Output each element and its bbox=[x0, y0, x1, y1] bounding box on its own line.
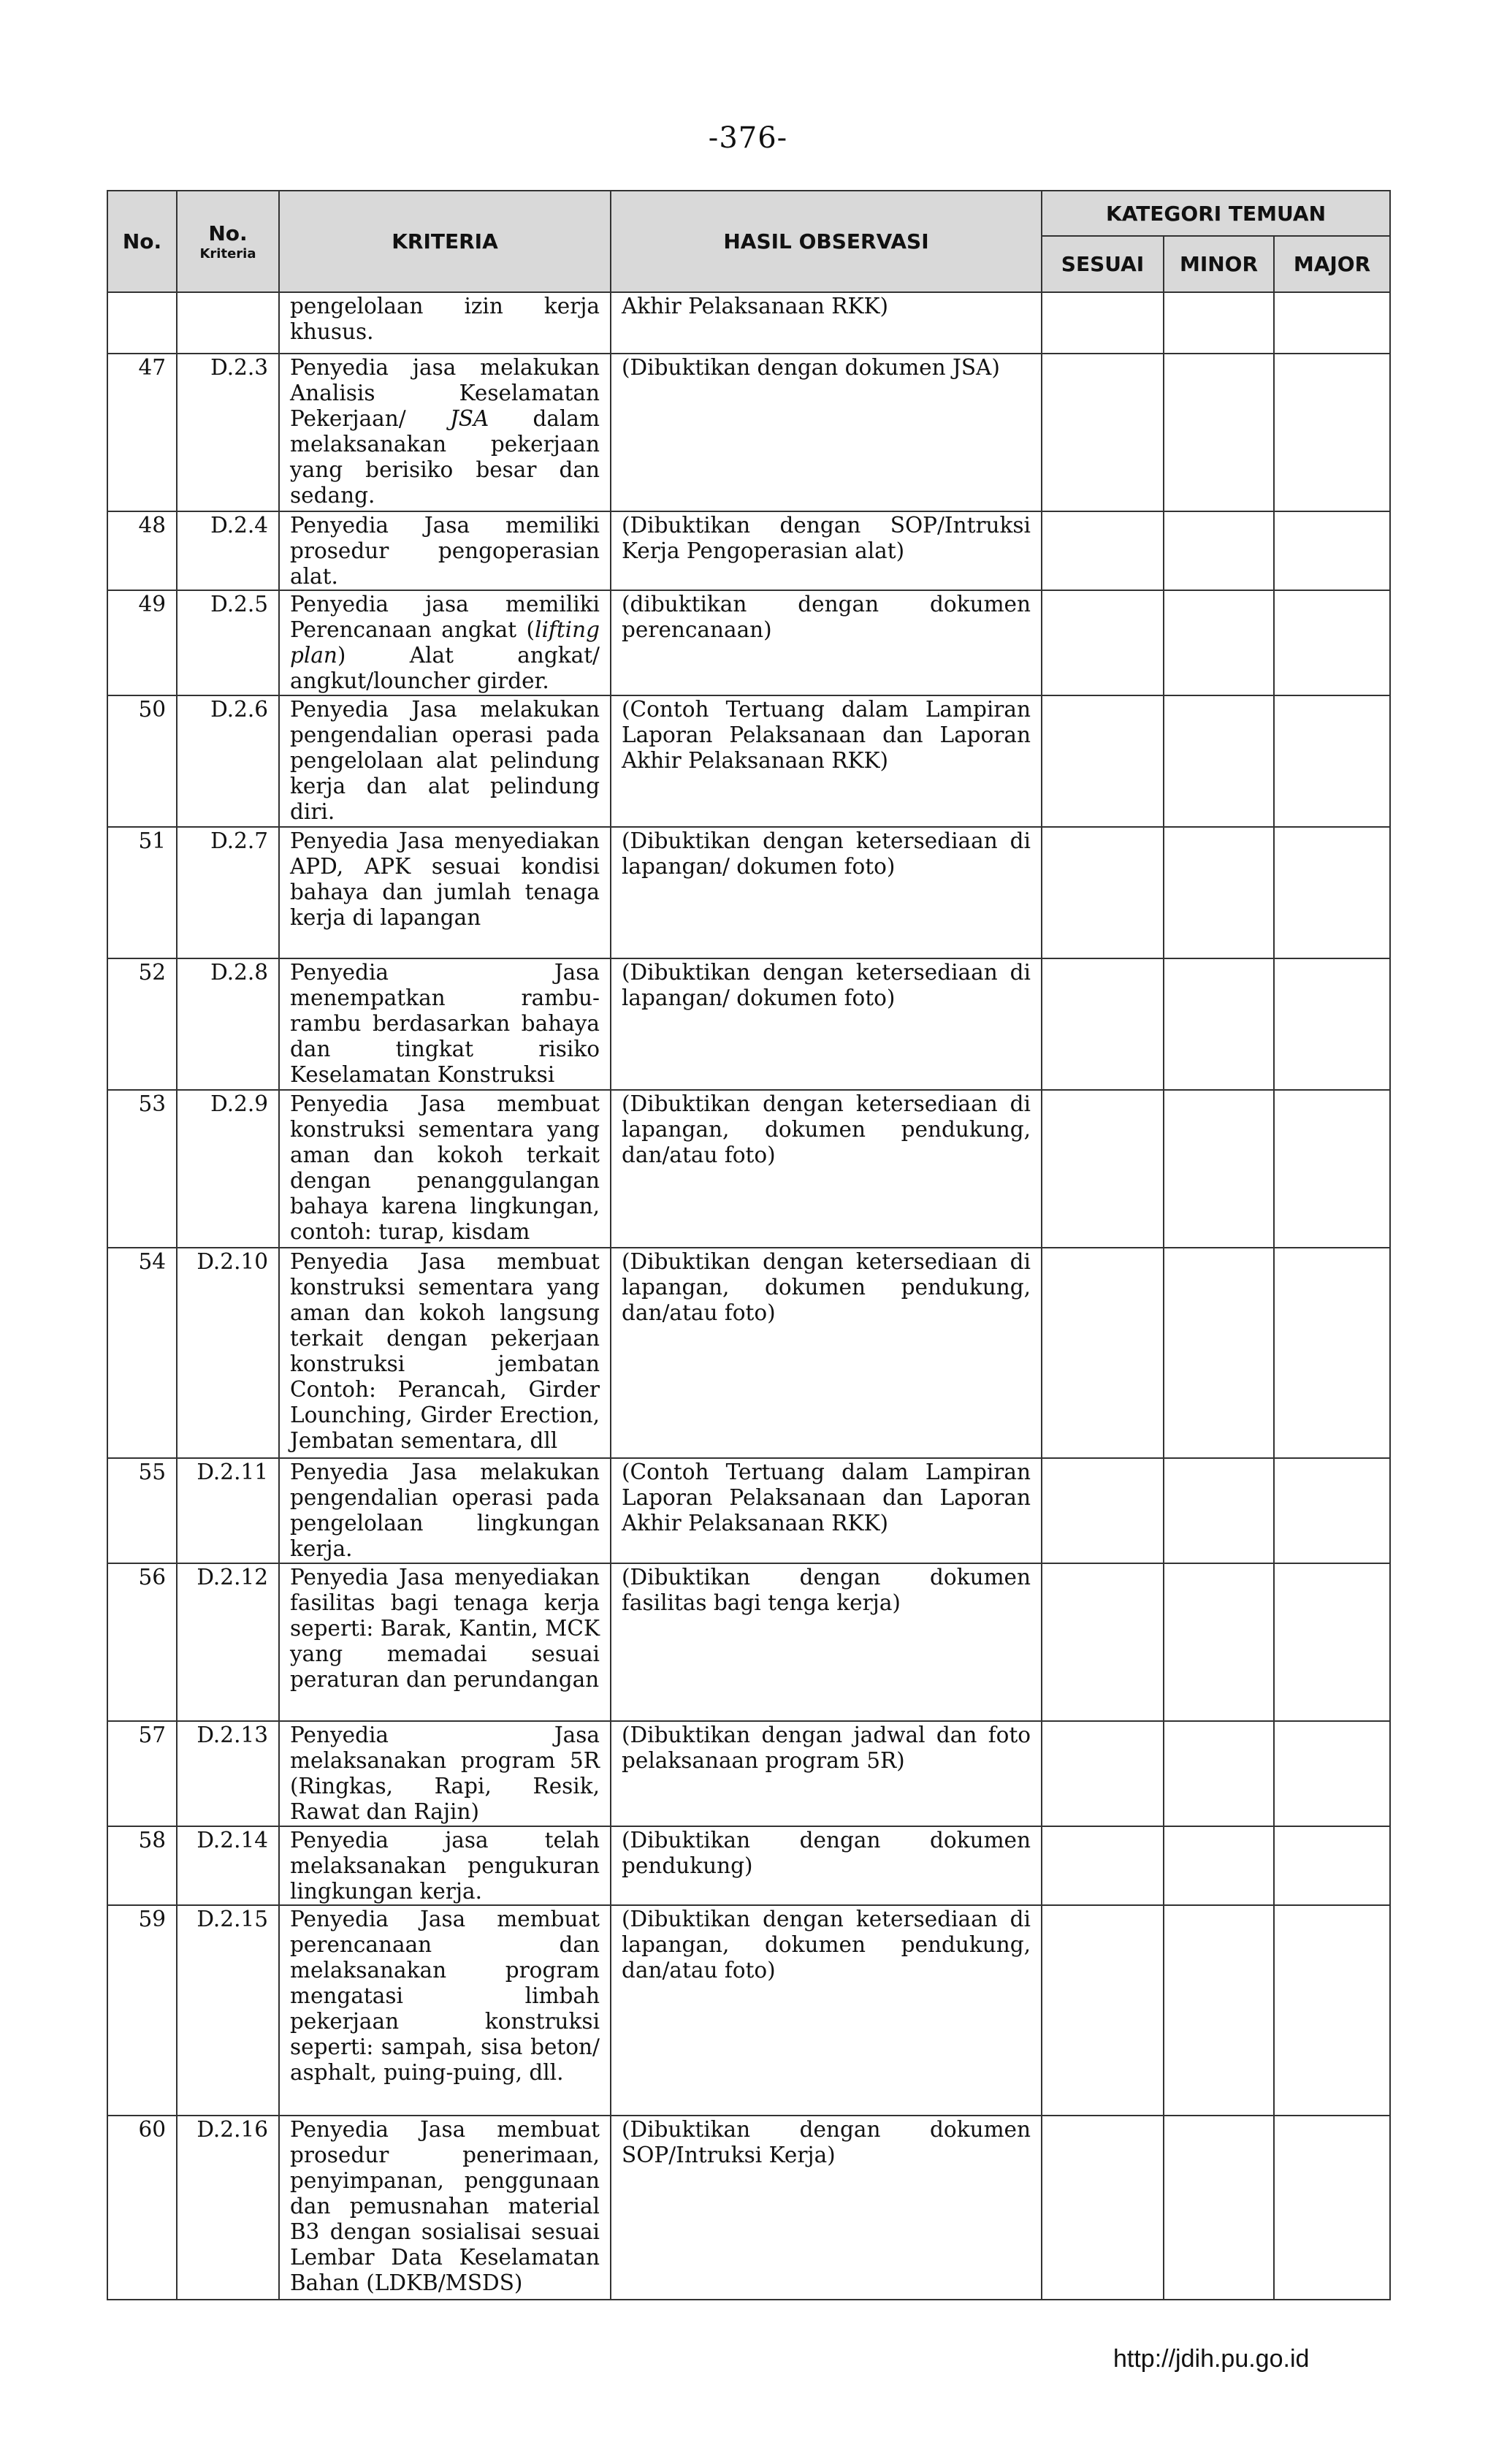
table-header-row bbox=[107, 191, 1390, 236]
minor-cell bbox=[1164, 292, 1274, 354]
criteria-code: D.2.5 bbox=[177, 590, 279, 695]
major-cell bbox=[1274, 590, 1390, 695]
criteria-table bbox=[107, 190, 1391, 2300]
major-cell bbox=[1274, 1721, 1390, 1826]
row-number: 52 bbox=[107, 958, 177, 1090]
row-number: 57 bbox=[107, 1721, 177, 1826]
row-number bbox=[107, 292, 177, 354]
observation-text: (dibuktikan dengan dokumen perencanaan) bbox=[611, 590, 1042, 695]
major-cell bbox=[1274, 292, 1390, 354]
table-row bbox=[107, 1248, 1390, 1458]
major-cell bbox=[1274, 827, 1390, 958]
table-row bbox=[107, 1721, 1390, 1826]
table-row bbox=[107, 511, 1390, 590]
row-number: 58 bbox=[107, 1826, 177, 1905]
major-cell bbox=[1274, 1905, 1390, 2116]
criteria-code: D.2.9 bbox=[177, 1090, 279, 1248]
minor-cell bbox=[1164, 958, 1274, 1090]
row-number: 55 bbox=[107, 1458, 177, 1563]
row-number: 56 bbox=[107, 1563, 177, 1721]
minor-cell bbox=[1164, 590, 1274, 695]
criteria-code: D.2.8 bbox=[177, 958, 279, 1090]
sesuai-cell bbox=[1042, 590, 1164, 695]
sesuai-cell bbox=[1042, 1563, 1164, 1721]
row-number: 47 bbox=[107, 354, 177, 511]
table-row bbox=[107, 2116, 1390, 2300]
criteria-code: D.2.6 bbox=[177, 695, 279, 827]
criteria-code: D.2.16 bbox=[177, 2116, 279, 2300]
table-row bbox=[107, 292, 1390, 354]
criteria-text: Penyedia Jasa menempatkan rambu-rambu berdasarkan bahaya dan tingkat risiko Keselamatan Konstruksi bbox=[279, 958, 611, 1090]
minor-cell bbox=[1164, 1248, 1274, 1458]
table-row bbox=[107, 695, 1390, 827]
criteria-code bbox=[177, 292, 279, 354]
footer-url: http://jdih.pu.go.id bbox=[1113, 2345, 1310, 2373]
criteria-text: pengelolaan izin kerja khusus. bbox=[279, 292, 611, 354]
row-number: 50 bbox=[107, 695, 177, 827]
header-no-kriteria: No. Kriteria bbox=[177, 191, 279, 292]
table-row bbox=[107, 1905, 1390, 2116]
major-cell bbox=[1274, 1248, 1390, 1458]
sesuai-cell bbox=[1042, 1458, 1164, 1563]
observation-text: (Contoh Tertuang dalam Lampiran Laporan Pelaksanaan dan Laporan Akhir Pelaksanaan RKK) bbox=[611, 1458, 1042, 1563]
criteria-text: Penyedia Jasa melakukan pengendalian operasi pada pengelolaan lingkungan kerja. bbox=[279, 1458, 611, 1563]
criteria-text: Penyedia Jasa menyediakan APD, APK sesuai kondisi bahaya dan jumlah tenaga kerja di lapangan bbox=[279, 827, 611, 958]
criteria-code: D.2.14 bbox=[177, 1826, 279, 1905]
sesuai-cell bbox=[1042, 827, 1164, 958]
table-row bbox=[107, 1563, 1390, 1721]
observation-text: (Dibuktikan dengan ketersediaan di lapangan, dokumen pendukung, dan/atau foto) bbox=[611, 1905, 1042, 2116]
criteria-text: Penyedia Jasa memiliki prosedur pengoperasian alat. bbox=[279, 511, 611, 590]
minor-cell bbox=[1164, 1563, 1274, 1721]
observation-text: (Dibuktikan dengan dokumen pendukung) bbox=[611, 1826, 1042, 1905]
header-kriteria: KRITERIA bbox=[279, 191, 611, 292]
criteria-text: Penyedia Jasa membuat konstruksi sementara yang aman dan kokoh langsung terkait dengan pekerjaan konstruksi jembatan Contoh: Perancah, Girder Lounching, Girder Erection, Jembatan sementara, dll bbox=[279, 1248, 611, 1458]
criteria-text: Penyedia Jasa membuat prosedur penerimaan, penyimpanan, penggunaan dan pemusnahan material B3 dengan sosialisai sesuai Lembar Data Keselamatan Bahan (LDKB/MSDS) bbox=[279, 2116, 611, 2300]
minor-cell bbox=[1164, 2116, 1274, 2300]
criteria-text: Penyedia Jasa melakukan pengendalian operasi pada pengelolaan alat pelindung kerja dan alat pelindung diri. bbox=[279, 695, 611, 827]
major-cell bbox=[1274, 354, 1390, 511]
criteria-text: Penyedia Jasa membuat perencanaan dan melaksanakan program mengatasi limbah pekerjaan konstruksi seperti: sampah, sisa beton/ asphalt, puing-puing, dll. bbox=[279, 1905, 611, 2116]
minor-cell bbox=[1164, 1905, 1274, 2116]
observation-text: (Contoh Tertuang dalam Lampiran Laporan Pelaksanaan dan Laporan Akhir Pelaksanaan RKK) bbox=[611, 695, 1042, 827]
criteria-text: Penyedia jasa memiliki Perencanaan angkat (lifting plan) Alat angkat/ angkut/louncher girder. bbox=[279, 590, 611, 695]
criteria-code: D.2.13 bbox=[177, 1721, 279, 1826]
observation-text: (Dibuktikan dengan SOP/Intruksi Kerja Pengoperasian alat) bbox=[611, 511, 1042, 590]
table-body bbox=[107, 292, 1390, 2300]
table-row bbox=[107, 354, 1390, 511]
criteria-code: D.2.15 bbox=[177, 1905, 279, 2116]
criteria-code: D.2.12 bbox=[177, 1563, 279, 1721]
table-row bbox=[107, 1826, 1390, 1905]
sesuai-cell bbox=[1042, 1721, 1164, 1826]
minor-cell bbox=[1164, 1090, 1274, 1248]
observation-text: (Dibuktikan dengan ketersediaan di lapangan/ dokumen foto) bbox=[611, 827, 1042, 958]
header-major: MAJOR bbox=[1274, 236, 1390, 292]
minor-cell bbox=[1164, 1721, 1274, 1826]
criteria-code: D.2.4 bbox=[177, 511, 279, 590]
page-number: -376- bbox=[708, 121, 788, 155]
criteria-code: D.2.11 bbox=[177, 1458, 279, 1563]
table-row bbox=[107, 827, 1390, 958]
row-number: 48 bbox=[107, 511, 177, 590]
criteria-code: D.2.3 bbox=[177, 354, 279, 511]
sesuai-cell bbox=[1042, 511, 1164, 590]
criteria-text: Penyedia Jasa melaksanakan program 5R (Ringkas, Rapi, Resik, Rawat dan Rajin) bbox=[279, 1721, 611, 1826]
minor-cell bbox=[1164, 1826, 1274, 1905]
observation-text: (Dibuktikan dengan dokumen JSA) bbox=[611, 354, 1042, 511]
minor-cell bbox=[1164, 1458, 1274, 1563]
table-row bbox=[107, 1090, 1390, 1248]
sesuai-cell bbox=[1042, 958, 1164, 1090]
observation-text: (Dibuktikan dengan ketersediaan di lapangan, dokumen pendukung, dan/atau foto) bbox=[611, 1090, 1042, 1248]
observation-text: (Dibuktikan dengan dokumen SOP/Intruksi Kerja) bbox=[611, 2116, 1042, 2300]
sesuai-cell bbox=[1042, 292, 1164, 354]
major-cell bbox=[1274, 958, 1390, 1090]
row-number: 60 bbox=[107, 2116, 177, 2300]
sesuai-cell bbox=[1042, 354, 1164, 511]
major-cell bbox=[1274, 1826, 1390, 1905]
observation-text: (Dibuktikan dengan ketersediaan di lapangan/ dokumen foto) bbox=[611, 958, 1042, 1090]
observation-text: Akhir Pelaksanaan RKK) bbox=[611, 292, 1042, 354]
criteria-code: D.2.7 bbox=[177, 827, 279, 958]
major-cell bbox=[1274, 695, 1390, 827]
major-cell bbox=[1274, 1563, 1390, 1721]
minor-cell bbox=[1164, 827, 1274, 958]
table-row bbox=[107, 958, 1390, 1090]
sesuai-cell bbox=[1042, 1248, 1164, 1458]
observation-text: (Dibuktikan dengan jadwal dan foto pelaksanaan program 5R) bbox=[611, 1721, 1042, 1826]
header-sesuai: SESUAI bbox=[1042, 236, 1164, 292]
sesuai-cell bbox=[1042, 2116, 1164, 2300]
table-row bbox=[107, 1458, 1390, 1563]
criteria-code: D.2.10 bbox=[177, 1248, 279, 1458]
major-cell bbox=[1274, 2116, 1390, 2300]
major-cell bbox=[1274, 511, 1390, 590]
sesuai-cell bbox=[1042, 1905, 1164, 2116]
major-cell bbox=[1274, 1458, 1390, 1563]
row-number: 59 bbox=[107, 1905, 177, 2116]
row-number: 49 bbox=[107, 590, 177, 695]
header-kategori-temuan: KATEGORI TEMUAN bbox=[1042, 191, 1390, 236]
criteria-text: Penyedia Jasa menyediakan fasilitas bagi tenaga kerja seperti: Barak, Kantin, MCK yang memadai sesuai peraturan dan perundangan bbox=[279, 1563, 611, 1721]
minor-cell bbox=[1164, 354, 1274, 511]
sesuai-cell bbox=[1042, 1090, 1164, 1248]
header-minor: MINOR bbox=[1164, 236, 1274, 292]
observation-text: (Dibuktikan dengan dokumen fasilitas bagi tenga kerja) bbox=[611, 1563, 1042, 1721]
criteria-text: Penyedia Jasa membuat konstruksi sementara yang aman dan kokoh terkait dengan penanggulangan bahaya karena lingkungan, contoh: turap, kisdam bbox=[279, 1090, 611, 1248]
sesuai-cell bbox=[1042, 695, 1164, 827]
sesuai-cell bbox=[1042, 1826, 1164, 1905]
row-number: 53 bbox=[107, 1090, 177, 1248]
observation-text: (Dibuktikan dengan ketersediaan di lapangan, dokumen pendukung, dan/atau foto) bbox=[611, 1248, 1042, 1458]
major-cell bbox=[1274, 1090, 1390, 1248]
row-number: 54 bbox=[107, 1248, 177, 1458]
minor-cell bbox=[1164, 511, 1274, 590]
table-row bbox=[107, 590, 1390, 695]
criteria-text: Penyedia jasa melakukan Analisis Keselamatan Pekerjaan/ JSA dalam melaksanakan pekerjaan yang berisiko besar dan sedang. bbox=[279, 354, 611, 511]
minor-cell bbox=[1164, 695, 1274, 827]
header-no: No. bbox=[107, 191, 177, 292]
header-hasil-observasi: HASIL OBSERVASI bbox=[611, 191, 1042, 292]
criteria-text: Penyedia jasa telah melaksanakan pengukuran lingkungan kerja. bbox=[279, 1826, 611, 1905]
row-number: 51 bbox=[107, 827, 177, 958]
